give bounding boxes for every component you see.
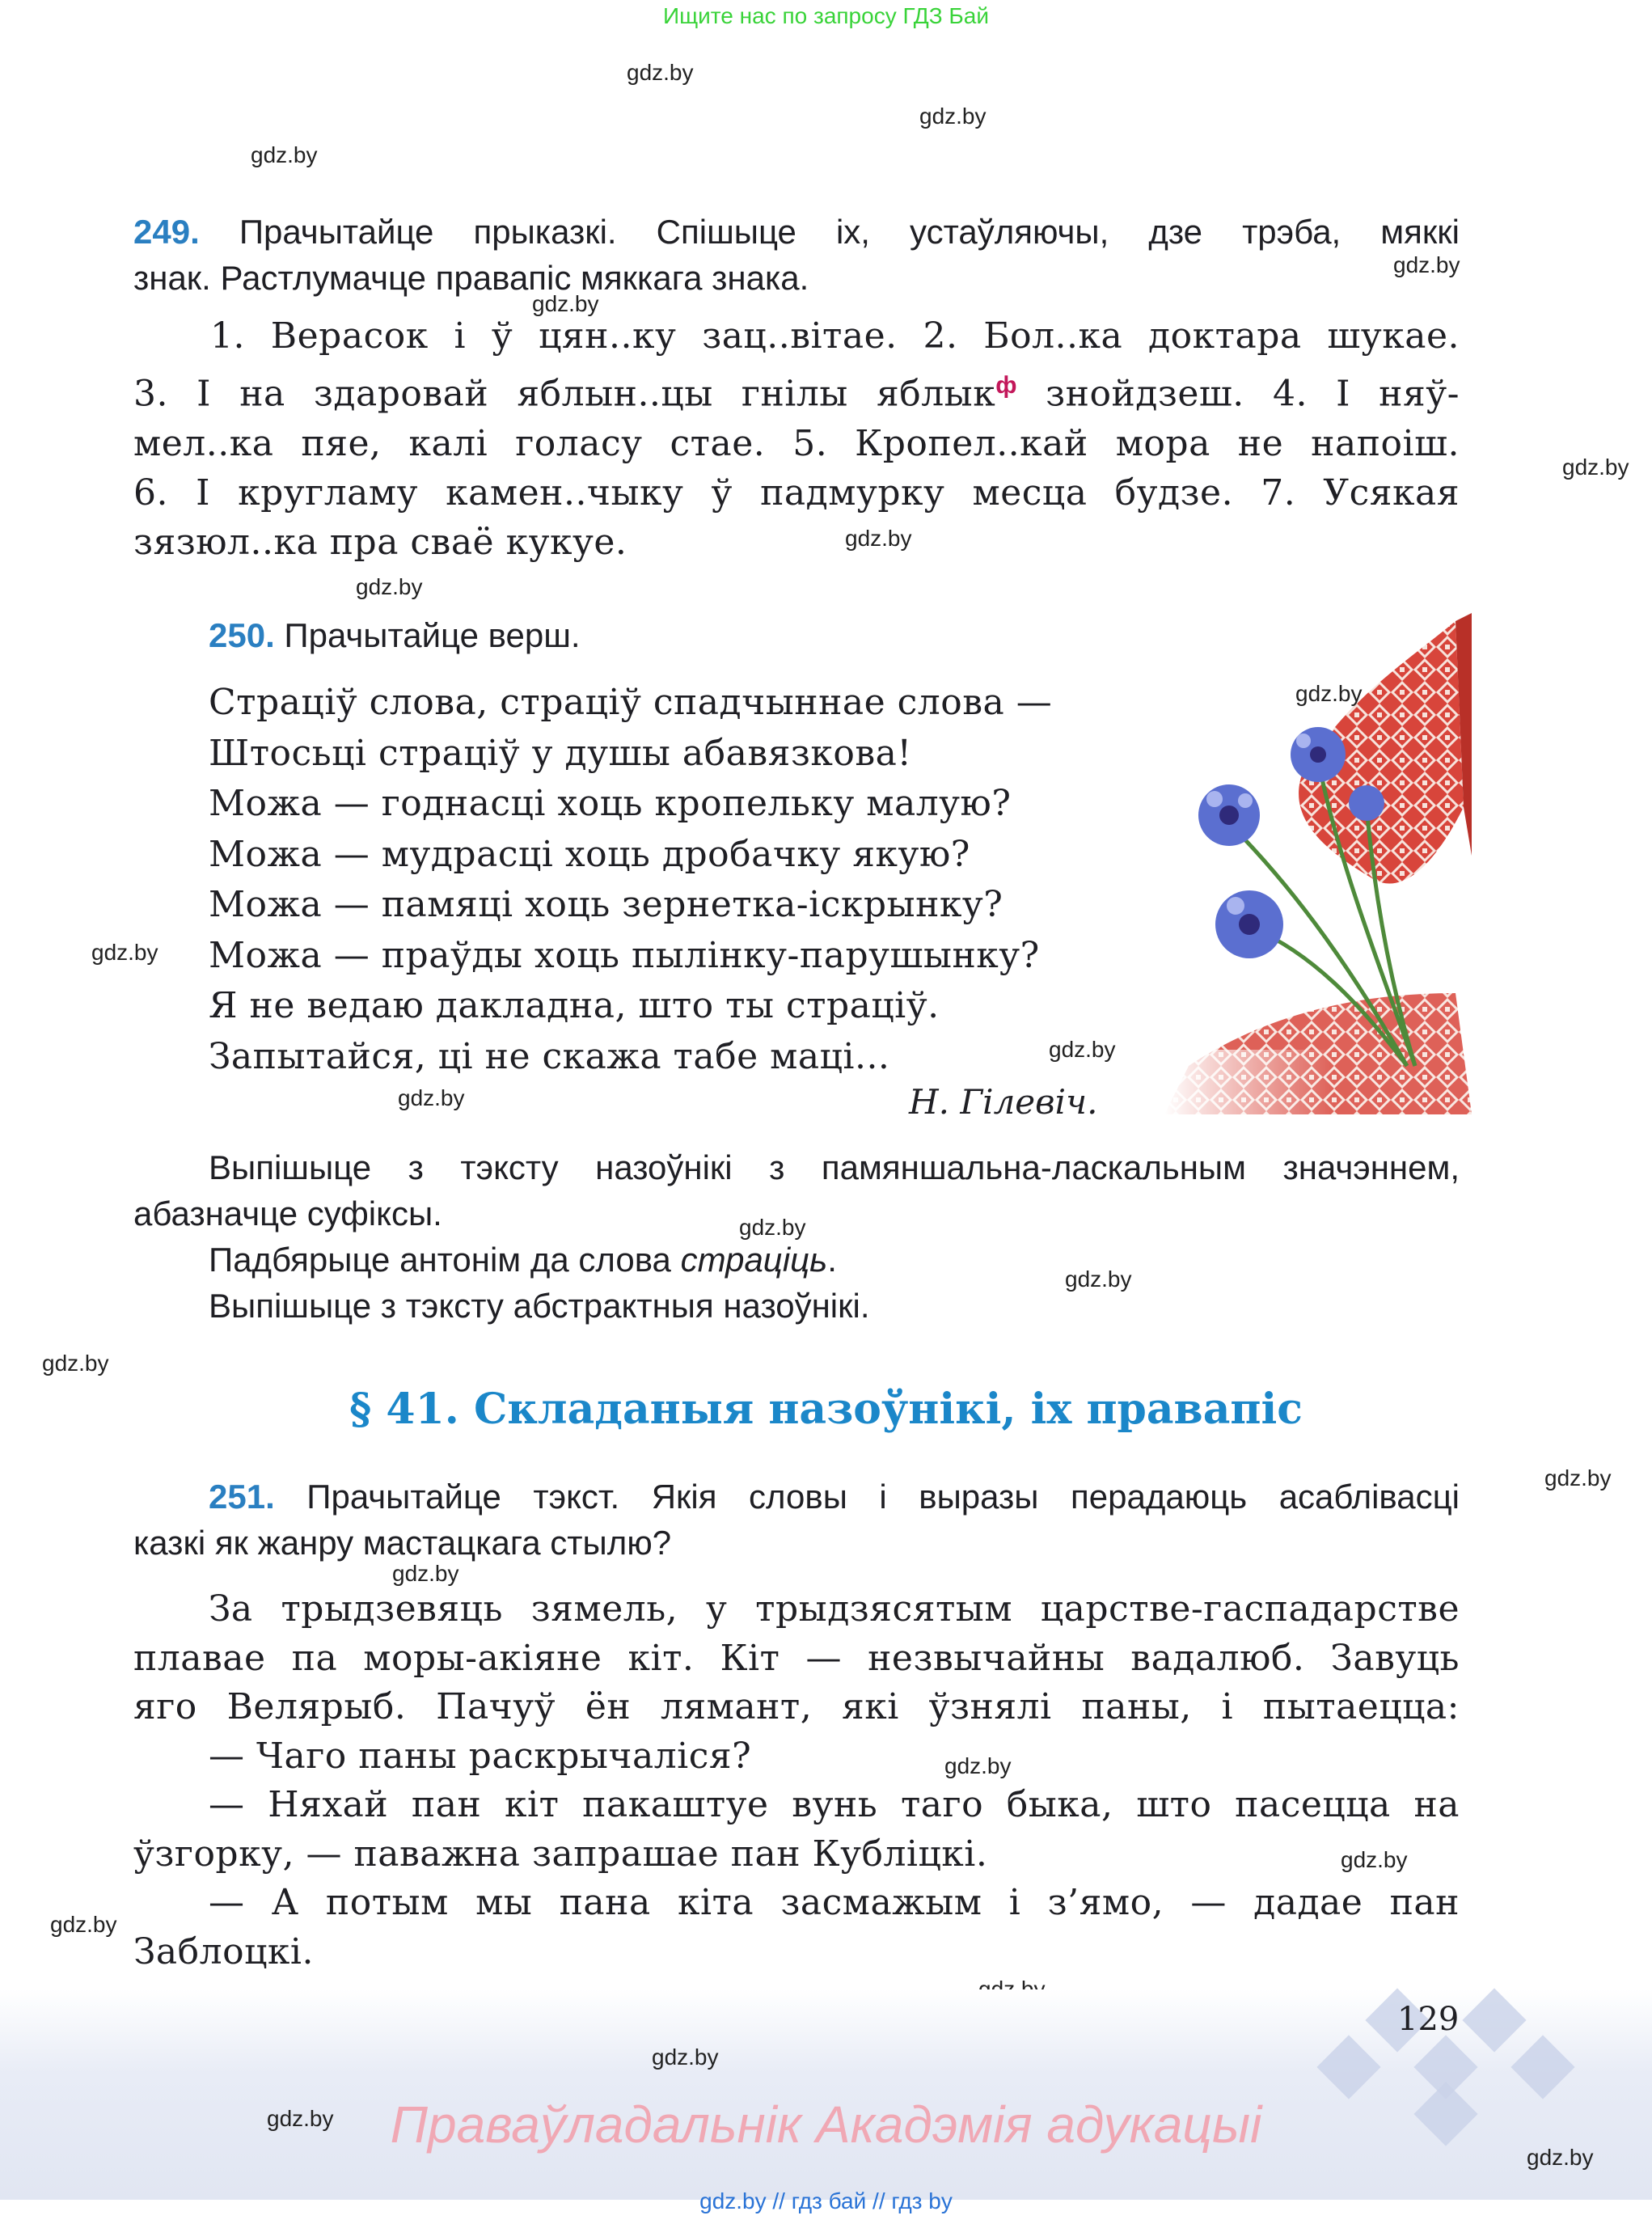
watermark: gdz.by bbox=[1295, 681, 1363, 706]
ex249-line: 6. І кругламу камен..чыку ў падмурку месца будзе. 7. Усякая bbox=[133, 471, 1460, 514]
poem-line: Запытайся, ці не скажа табе маці... bbox=[209, 1035, 890, 1077]
poem-line: Можа — мудрасці хоць дробачку якую? bbox=[209, 833, 970, 875]
page-number: 129 bbox=[1397, 2001, 1460, 2038]
task-line: абазначце суфіксы. bbox=[133, 1194, 442, 1233]
watermark: gdz.by bbox=[944, 1753, 1012, 1778]
text-line: За трыдзевяць зямель, у трыдзясятым царстве-гаспадарстве bbox=[209, 1588, 1460, 1630]
watermark: gdz.by bbox=[267, 2106, 334, 2131]
rights-holder-text: Праваўладальнік Акадэмія адукацыі bbox=[390, 2095, 1262, 2154]
watermark: gdz.by bbox=[1527, 2145, 1594, 2170]
text-line: яго Велярыб. Пачуў ён лямант, які ўзнялі паны, і пытаецца: bbox=[133, 1686, 1460, 1727]
watermark: gdz.by bbox=[356, 574, 423, 599]
watermark: gdz.by bbox=[919, 104, 987, 129]
poem-line: Можа — годнасці хоць кропельку малую? bbox=[209, 783, 1012, 824]
watermark: gdz.by bbox=[1049, 1037, 1116, 1062]
watermark: gdz.by bbox=[42, 1351, 109, 1376]
ex251-number: 251. bbox=[209, 1478, 275, 1516]
watermark: gdz.by bbox=[845, 526, 912, 551]
watermark: gdz.by bbox=[1341, 1847, 1408, 1872]
ex249-line: 3. І на здаровай яблын..цы гнілы яблык$^ф$ знойдзеш. 4. І няў- bbox=[133, 372, 1460, 415]
watermark: gdz.by bbox=[652, 2044, 719, 2070]
marker-superscript: ф bbox=[995, 372, 1017, 399]
footer-links: gdz.by // гдз бай // гдз by bbox=[699, 2188, 953, 2213]
watermark: gdz.by bbox=[1544, 1465, 1612, 1490]
ex249-instruction bbox=[133, 209, 1460, 301]
text-line: плавае па моры-акіяне кіт. Кіт — незвычайны вадалюб. Завуць bbox=[133, 1637, 1460, 1679]
top-search-note: Ищите нас по запросу ГДЗ Бай bbox=[662, 3, 990, 28]
watermark: gdz.by bbox=[1065, 1266, 1132, 1292]
poem-line: Страціў слова, страціў спадчыннае слова — bbox=[209, 682, 1053, 723]
task-line: Выпішыце з тэксту назоўнікі з памяншальна-ласкальным значэннем, bbox=[209, 1148, 1460, 1186]
watermark: gdz.by bbox=[251, 142, 318, 167]
watermark: gdz.by bbox=[739, 1215, 806, 1240]
task-line: Выпішыце з тэксту абстрактныя назоўнікі. bbox=[209, 1287, 870, 1325]
ex250-instruction: 250. Прачытайце верш. bbox=[209, 616, 581, 654]
ex249-proverbs bbox=[133, 311, 1460, 567]
ex251-instruction bbox=[133, 1474, 1460, 1566]
poem-line: Штосьці страціў у душы абавязкова! bbox=[209, 732, 912, 774]
ex250-number: 250. bbox=[209, 616, 275, 654]
ex251-instruction-line-2: казкі як жанру мастацкага стылю? bbox=[133, 1524, 672, 1562]
watermark: gdz.by bbox=[392, 1561, 459, 1586]
watermark: gdz.by bbox=[398, 1085, 465, 1110]
watermark: gdz.by bbox=[91, 940, 158, 965]
task-line: Падбярыце антонім да слова страціць. bbox=[209, 1241, 837, 1279]
poem-author: Н. Гілевіч. bbox=[909, 1082, 1098, 1122]
ex249-instruction-line-2: знак. Растлумачце правапіс мяккага знака. bbox=[133, 259, 809, 297]
ex249-line: 1. Верасок і ў цян..ку зац..вітае. 2. Бол..ка доктара шукае. bbox=[210, 315, 1460, 357]
watermark: gdz.by bbox=[627, 60, 694, 85]
embroidery-cornflower-image bbox=[1164, 613, 1472, 1118]
ex249-line: мел..ка пяе, калі голасу стае. 5. Кропел..кай мора не напоіш. bbox=[133, 422, 1460, 464]
watermark: gdz.by bbox=[50, 1912, 117, 1937]
text-line: ўзгорку, — паважна запрашае пан Кубліцкі. bbox=[133, 1833, 988, 1875]
antonym-target-word: страціць bbox=[680, 1241, 828, 1279]
watermark: gdz.by bbox=[1562, 455, 1629, 480]
ex250-poem bbox=[209, 678, 1052, 1082]
watermark: gdz.by bbox=[1393, 252, 1460, 277]
section-heading: § 41. Складаныя назоўнікі, іх правапіс bbox=[349, 1385, 1303, 1434]
embroidery-cornflower-illustration bbox=[1164, 613, 1472, 1118]
poem-line: Можа — памяці хоць зернетка-іскрынку? bbox=[209, 884, 1003, 925]
ex251-text bbox=[133, 1585, 1460, 1977]
poem-line: Можа — праўды хоць пылінку-парушынку? bbox=[209, 934, 1040, 976]
ex249-instruction-line-1: 249. Прачытайце прыказкі. Спішыце іх, устаўляючы, дзе трэба, мяккі bbox=[133, 213, 1460, 251]
text-line: — Чаго паны раскрычаліся? bbox=[209, 1735, 752, 1777]
watermark: gdz.by bbox=[532, 291, 599, 316]
ex251-instruction-line-1: 251. Прачытайце тэкст. Якія словы і выразы перадаюць асаблівасці bbox=[209, 1478, 1460, 1516]
ex249-number: 249. bbox=[133, 213, 200, 251]
text-line: — Няхай пан кіт пакаштуе вунь таго быка, што пасецца на bbox=[209, 1784, 1460, 1825]
poem-line: Я не ведаю дакладна, што ты страціў. bbox=[209, 985, 940, 1026]
text-line: Заблоцкі. bbox=[133, 1930, 314, 1972]
ex249-line: зязюл..ка пра сваё кукуе. bbox=[133, 521, 627, 563]
ex250-tasks bbox=[133, 1144, 1460, 1329]
text-line: — А потым мы пана кіта засмажым і з’ямо, — дадае пан bbox=[209, 1882, 1460, 1923]
